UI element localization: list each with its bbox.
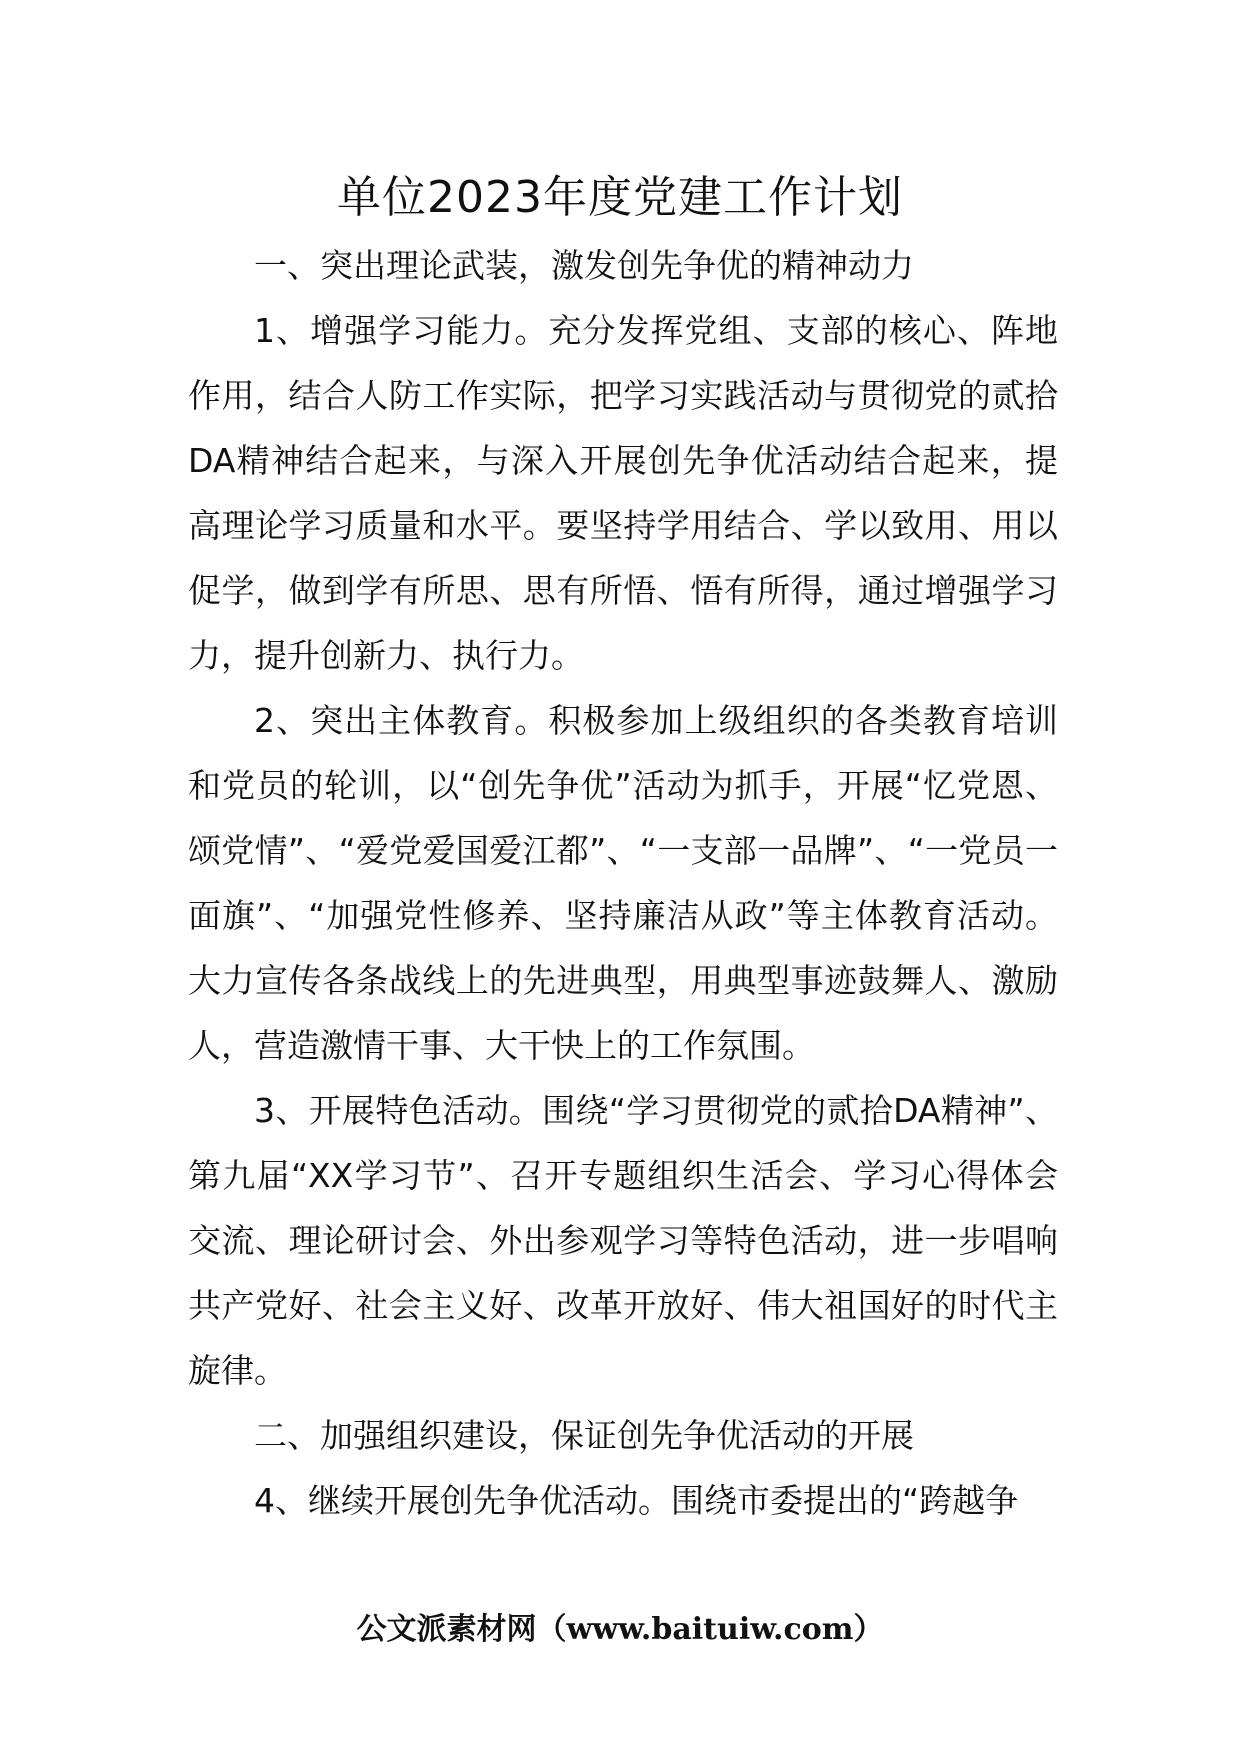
- body-paragraph-2: 2、突出主体教育。积极参加上级组织的各类教育培训和党员的轮训，以“创先争优”活动为抓手，开展“忆党恩、颂党情”、“爱党爱国爱江都”、“一支部一品牌”、“一党员一面旗”、“加强党性修养、坚持廉洁从政”等主体教育活动。大力宣传各条战线上的先进典型，用典型事迹鼓舞人、激励人，营造激情干事、大干快上的工作氛围。: [188, 701, 1058, 1065]
- body-paragraph-1: 1、增强学习能力。充分发挥党组、支部的核心、阵地作用，结合人防工作实际，把学习实践活动与贯彻党的贰拾DA精神结合起来，与深入开展创先争优活动结合起来，提高理论学习质量和水平。要坚持学用结合、学以致用、用以促学，做到学有所思、思有所悟、悟有所得，通过增强学习力，提升创新力、执行力。: [188, 311, 1058, 675]
- section-heading-1: 一、突出理论武装，激发创先争优的精神动力: [254, 246, 914, 285]
- body-paragraph-3: 3、开展特色活动。围绕“学习贯彻党的贰拾DA精神”、第九届“XX学习节”、召开专题组织生活会、学习心得体会交流、理论研讨会、外出参观学习等特色活动，进一步唱响共产党好、社会主义好、改革开放好、伟大祖国好的时代主旋律。: [188, 1091, 1058, 1390]
- document-body: [188, 233, 1058, 1533]
- footer-watermark: 公文派素材网（www.baituiw.com）: [356, 1612, 884, 1647]
- document-title: 单位2023年度党建工作计划: [337, 172, 903, 223]
- section-heading-2: 二、加强组织建设，保证创先争优活动的开展: [254, 1416, 914, 1455]
- body-paragraph-4: 4、继续开展创先争优活动。围绕市委提出的“跨越争: [254, 1481, 1019, 1520]
